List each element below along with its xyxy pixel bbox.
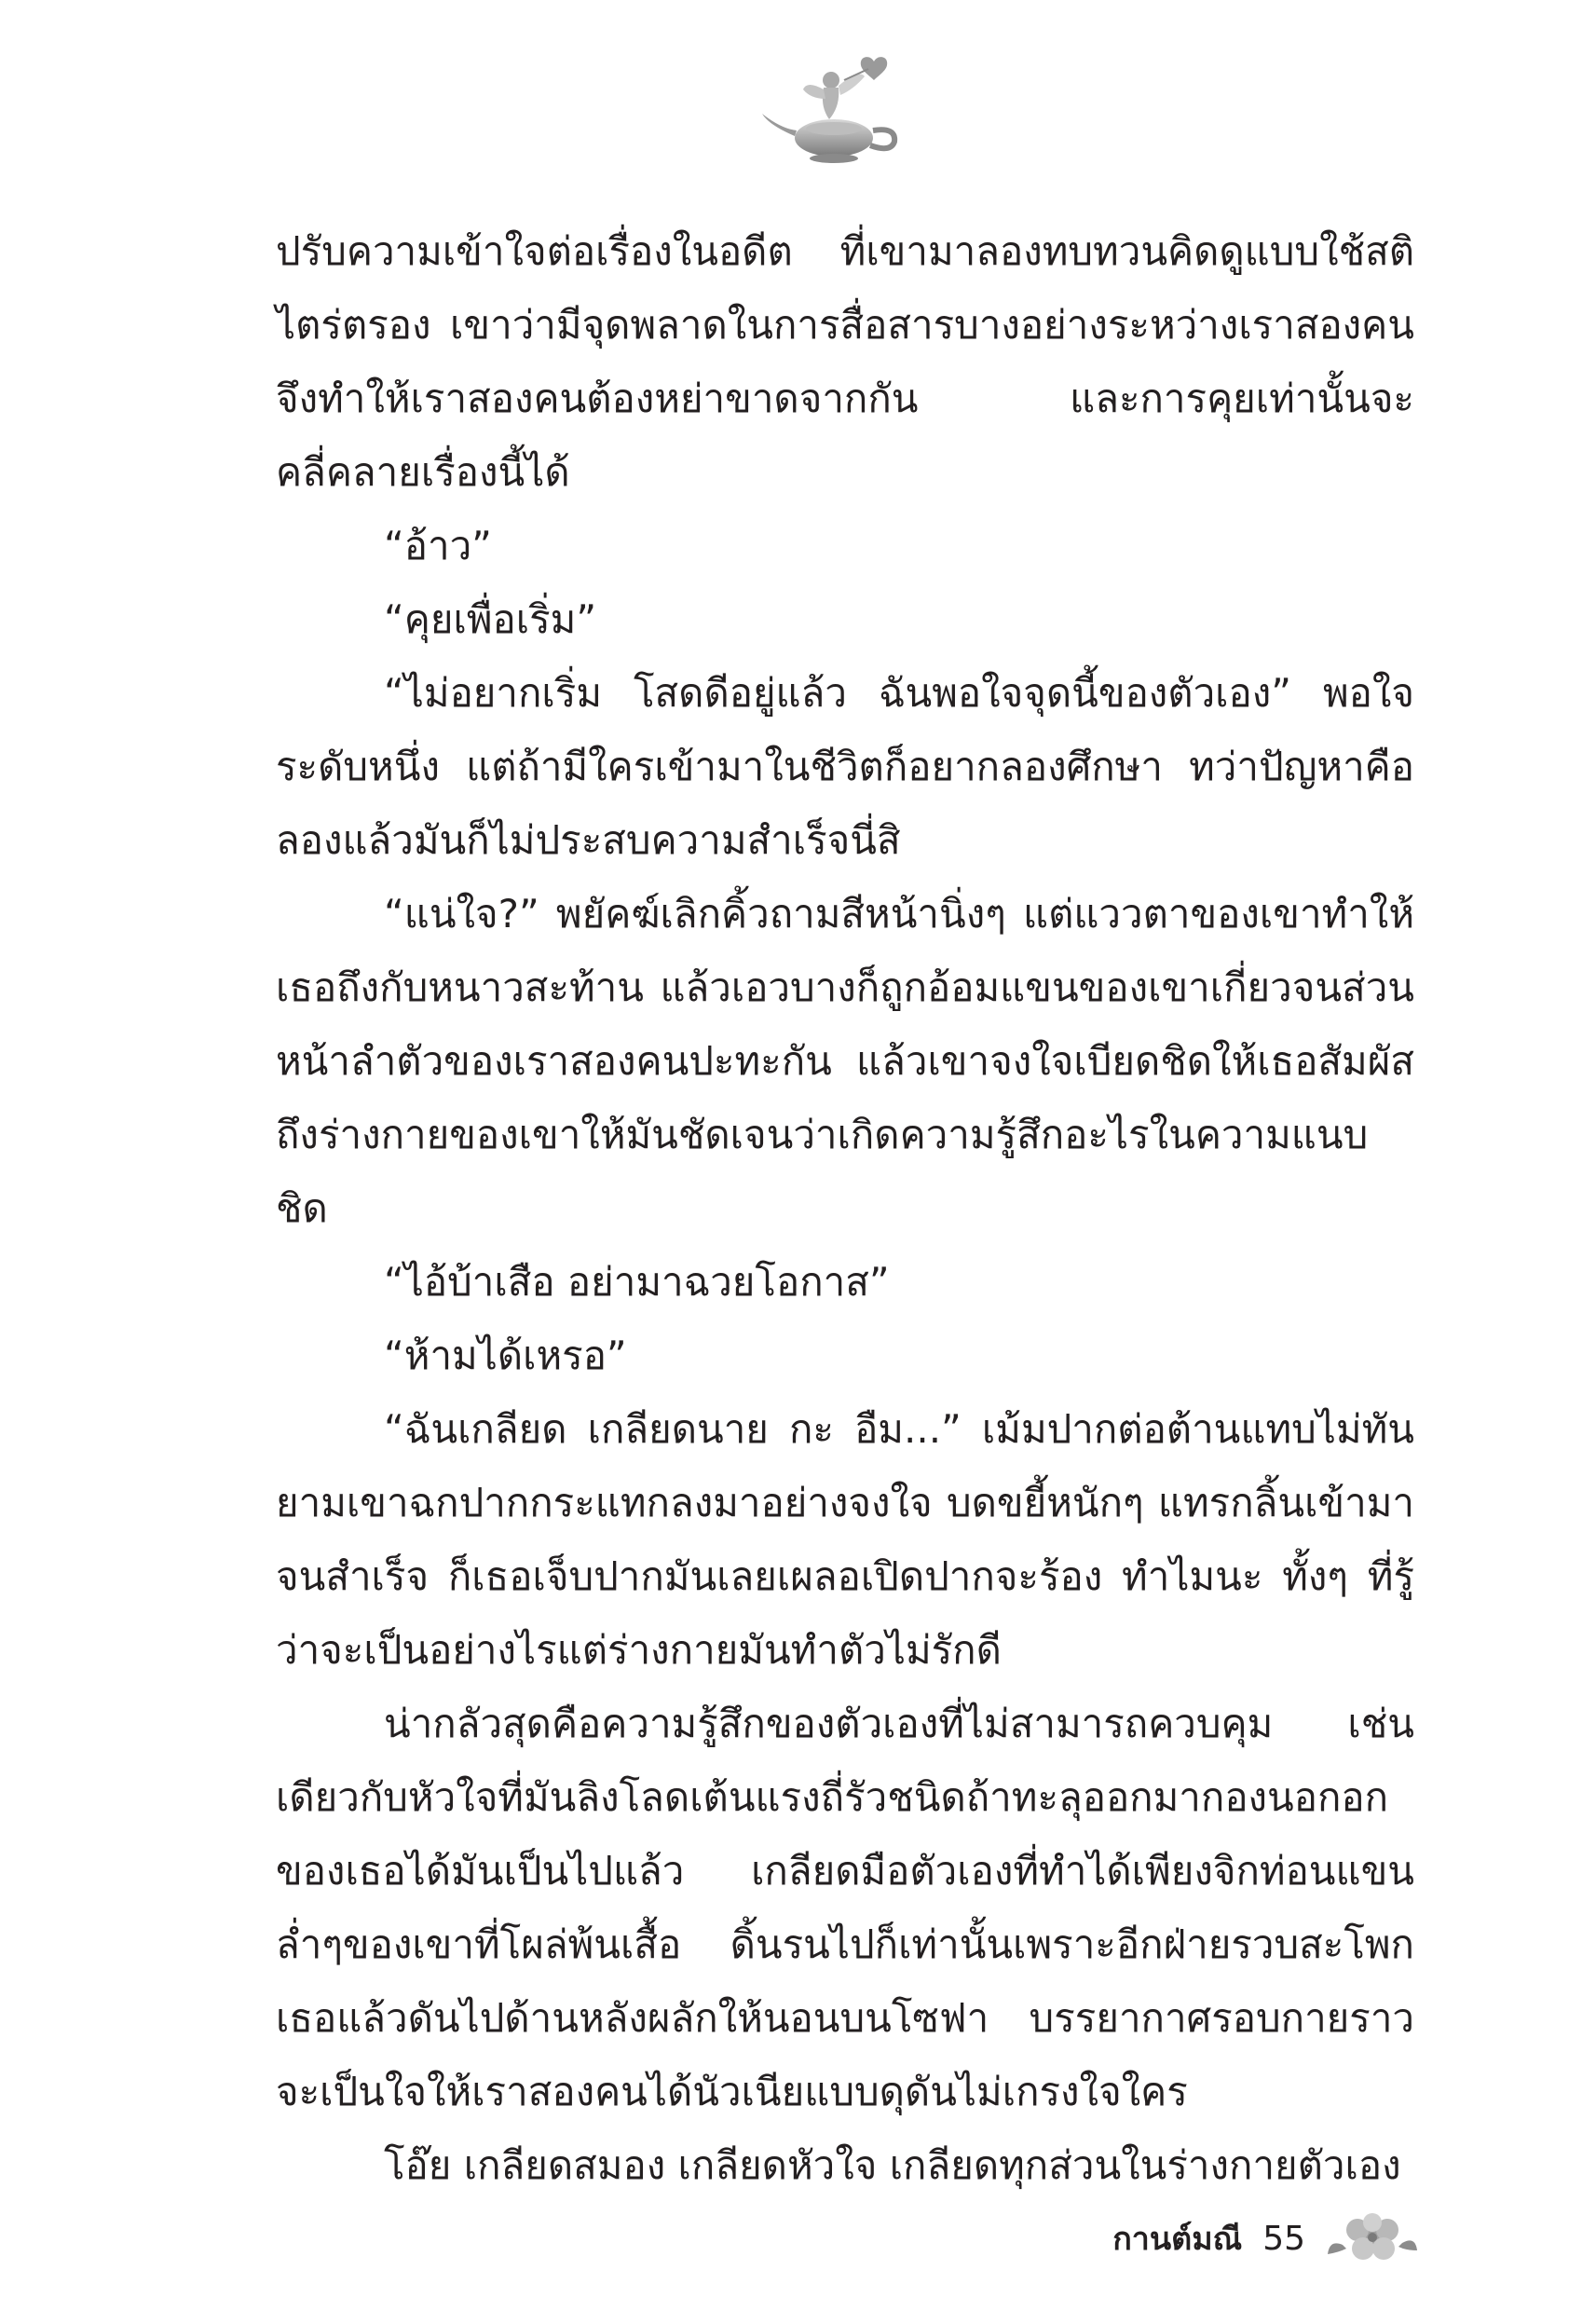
paragraph: “ฉันเกลียด เกลียดนาย กะ อืม...” เม้มปากต่อต้านแทบไม่ทันยามเขาฉกปากกระแทกลงมาอย่างจงใจ บดขยี้หนักๆ แทรกลิ้นเข้ามาจนสำเร็จ ก็เธอเจ็บปากมันเลยเผลอเปิดปากจะร้อง ทำไมนะ ทั้งๆ ที่รู้ว่าจะเป็นอย่างไรแต่ร่างกายมันทำตัวไม่รักดี — [276, 1406, 1414, 1673]
body-text — [276, 214, 1414, 2202]
paragraph: น่ากลัวสุดคือความรู้สึกของตัวเองที่ไม่สามารถควบคุม เช่นเดียวกับหัวใจที่มันลิงโลดเต้นแรงถี่รัวชนิดถ้าทะลุออกมากองนอกอกของเธอได้มันเป็นไปแล้ว เกลียดมือตัวเองที่ทำได้เพียงจิกท่อนแขนล่ำๆของเขาที่โผล่พ้นเสื้อ ดิ้นรนไปก็เท่านั้นเพราะอีกฝ่ายรวบสะโพกเธอแล้วดันไปด้านหลังผลักให้นอนบนโซฟา บรรยากาศรอบกายราวจะเป็นใจให้เราสองคนได้นัวเนียแบบดุดันไม่เกรงใจใคร — [276, 1701, 1414, 2114]
page-footer — [1112, 2201, 1419, 2276]
paragraph: “อ้าว” — [384, 523, 492, 568]
footer-author: กานต์มณี — [1112, 2221, 1243, 2258]
paragraph: “ไอ้บ้าเสือ อย่ามาฉวยโอกาส” — [384, 1259, 890, 1305]
paragraph: “ไม่อยากเริ่ม โสดดีอยู่แล้ว ฉันพอใจจุดนี้ของตัวเอง” พอใจระดับหนึ่ง แต่ถ้ามีใครเข้ามาในชีวิตก็อยากลองศึกษา ทว่าปัญหาคือลองแล้วมันก็ไม่ประสบความสำเร็จนี่สิ — [276, 670, 1414, 863]
paragraph: ปรับความเข้าใจต่อเรื่องในอดีต ที่เขามาลองทบทวนคิดดูแบบใช้สติไตร่ตรอง เขาว่ามีจุดพลาดในการสื่อสารบางอย่างระหว่างเราสองคนจึงทำให้เราสองคนต้องหย่าขาดจากกัน และการคุยเท่านั้นจะคลี่คลายเรื่องนี้ได้ — [276, 228, 1414, 495]
paragraph: “ห้ามได้เหรอ” — [384, 1333, 627, 1378]
paragraph: “แน่ใจ?” พยัคฆ์เลิกคิ้วถามสีหน้านิ่งๆ แต่แววตาของเขาทำให้เธอถึงกับหนาวสะท้าน แล้วเอวบางก็ถูกอ้อมแขนของเขาเกี่ยวจนส่วนหน้าลำตัวของเราสองคนปะทะกัน แล้วเขาจงใจเบียดชิดให้เธอสัมผัสถึงร่างกายของเขาให้มันชัดเจนว่าเกิดความรู้สึกอะไรในความแนบชิด — [276, 891, 1414, 1231]
page-number: 55 — [1262, 2219, 1305, 2258]
paragraph: “คุยเพื่อเริ่ม” — [384, 596, 597, 642]
cupid-teapot-ornament-icon — [755, 48, 913, 170]
paragraph: โอ๊ย เกลียดสมอง เกลียดหัวใจ เกลียดทุกส่วนในร่างกายตัวเอง — [384, 2142, 1401, 2188]
flower-ornament-icon — [1326, 2202, 1419, 2275]
